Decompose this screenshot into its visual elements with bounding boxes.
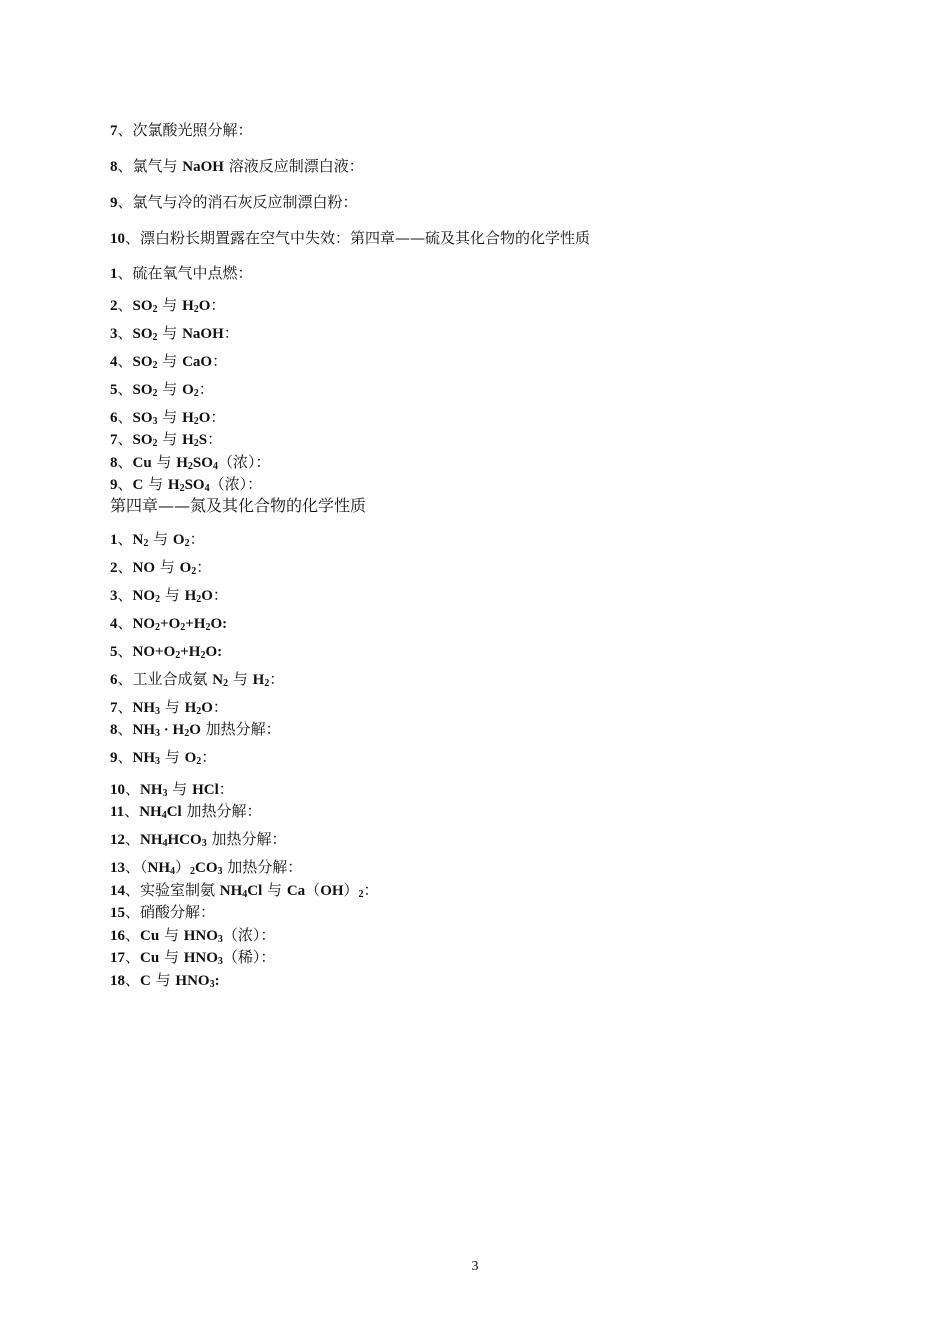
item-hclo-decomposition: 7、次氯酸光照分解： [110, 121, 253, 139]
item-nh3-h2o: 7、$NH_3$ 与 $H_2O$： [110, 698, 228, 717]
item-nh3-hcl: 10、$NH_3$ 与 HCl： [110, 780, 234, 799]
item-cu-hno3-dilute: 17、Cu 与 $HNO_3$（稀）： [110, 948, 276, 967]
item-hno3-decomposition: 15、硝酸分解： [110, 903, 216, 921]
item-nh3h2o-decomposition: 8、$NH_3 \cdot H_2O$ 加热分解： [110, 720, 281, 739]
item-bleach-failure: 10、漂白粉长期置露在空气中失效：第四章——硫及其化合物的化学性质 [110, 229, 591, 247]
item-c-h2so4: 9、C 与 $H_2SO_4$（浓）： [110, 475, 263, 494]
item-cu-hno3-conc: 16、Cu 与 $HNO_3$（浓）： [110, 926, 276, 945]
item-no2-h2o: 3、$NO_2$ 与 $H_2O$： [110, 586, 228, 605]
item-cu-h2so4: 8、Cu 与 $H_2SO_4$（浓）： [110, 453, 271, 472]
item-lab-ammonia: 14、实验室制氨 $NH_4Cl$ 与 $Ca(OH)_2$： [110, 881, 379, 900]
item-so2-h2o: 2、$SO_2$ 与 $H_2O$： [110, 296, 226, 315]
item-nh42co3-decomposition: 13、$(NH_4)_2CO_3$ 加热分解： [110, 858, 303, 877]
item-cl2-naoh: 8、氯气与 NaOH 溶液反应制漂白液： [110, 157, 364, 175]
item-no2-o2-h2o: 4、$NO_2+O_2+H_2O$: [110, 614, 228, 633]
item-s-o2: 1、硫在氧气中点燃： [110, 264, 253, 282]
item-no-o2-h2o: 5、$NO+O_2+H_2O$: [110, 642, 223, 661]
item-so2-cao: 4、$SO_2$ 与 CaO： [110, 352, 228, 371]
item-nh4hco3-decomposition: 12、$NH_4HCO_3$ 加热分解： [110, 830, 287, 849]
item-so2-h2s: 7、$SO_2$ 与 $H_2S$： [110, 430, 223, 449]
item-no-o2: 2、NO 与 $O_2$： [110, 558, 212, 577]
item-so3-h2o: 6、$SO_3$ 与 $H_2O$： [110, 408, 226, 427]
item-so2-o2: 5、$SO_2$ 与 $O_2$： [110, 380, 214, 399]
item-nh4cl-decomposition: 11、$NH_4Cl$ 加热分解： [110, 802, 262, 821]
item-n2-o2: 1、$N_2$ 与 $O_2$： [110, 530, 205, 549]
item-c-hno3: 18、C 与 $HNO_3$: [110, 971, 220, 990]
item-so2-naoh: 3、$SO_2$ 与 NaOH： [110, 324, 239, 343]
page-number: 3 [471, 1259, 479, 1274]
item-ammonia-synthesis: 6、工业合成氨 $N_2$ 与 $H_2$： [110, 670, 285, 689]
chapter-heading-nitrogen: 第四章——氮及其化合物的化学性质 [110, 496, 367, 515]
item-nh3-o2: 9、$NH_3$ 与 $O_2$： [110, 748, 217, 767]
item-cl2-slaked-lime: 9、氯气与冷的消石灰反应制漂白粉： [110, 193, 358, 211]
